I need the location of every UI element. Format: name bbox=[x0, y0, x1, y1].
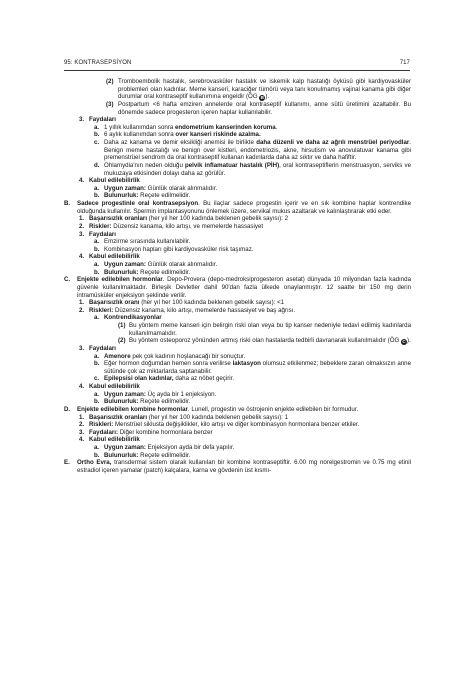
list-item: 1. Başarısızlık oranları (her yıl her 100 kadında beklenen gebelik sayısı): 1 bbox=[79, 413, 289, 421]
evidence-grade-badge: C bbox=[402, 338, 406, 344]
list-item: b. Kombinasyon hapları gibi kardiyovasküler risk taşımaz. bbox=[94, 245, 254, 253]
list-item: (3) Postpartum <6 hafta emziren annelerde oral kontraseptif kullanımı, anne sütü üretimini azaltabilir. Bu dönemde sadece progesteron içeren haplar kullanılabilir. bbox=[106, 100, 411, 116]
list-item: 4. Kabul edilebilirlik bbox=[79, 177, 140, 185]
section-heading: E. Ortho Evra, transdermal sistem olarak kullanılan bir kombine kontraseptiftir. 6.00 mg norelgestromin ve 0.75 mg etinil estradiol içeren yamalar (patch) kalçalara, karna ve gövdenin üst kısmı- bbox=[64, 459, 411, 474]
chapter-title: 95: KONTRASEPSİYON bbox=[64, 60, 132, 66]
page-header bbox=[64, 60, 410, 66]
list-item: a. Uygun zaman: Günlük olarak alınmalıdır. bbox=[94, 184, 218, 192]
list-item: b. Bulunurluk: Reçete edilmelidir. bbox=[94, 192, 191, 200]
list-item: c. Epilepsisi olan kadınlar, daha az nöbet geçirir. bbox=[94, 375, 235, 383]
list-item: (1) Bu yöntem meme kanseri için belirgin riski olan veya bu tip kanser nedeniyle tedavi edilmiş kadınlarda kullanılmamalıdır. bbox=[118, 322, 411, 337]
page-number: 717 bbox=[399, 60, 410, 66]
evidence-grade-badge: B bbox=[260, 94, 264, 100]
header-rule bbox=[64, 70, 410, 71]
list-item: 3. Faydaları bbox=[79, 230, 116, 238]
section-heading: D. Enjekte edilebilen kombine hormonlar. Lunell, progestin ve östrojenin enjekte edilebilen bir formudur. bbox=[64, 405, 359, 413]
list-item: (2) Tromboembolik hastalık, serebrovasküler hastalık ve iskemik kalp hastalığı öyküsü gibi kardiyovasküler problemleri olan kadınlar. Meme kanseri, karaciğer tümörü veya tanı konulmamış vajinal kanama gibi diğer durumlar oral kontraseptif kullanımına engeldir (ÖG B). bbox=[106, 78, 411, 101]
list-item: 3. Faydaları: Diğer kombine hormonlara benzer bbox=[79, 428, 213, 436]
section-heading: B. Sadece progestinle oral kontrasepsiyon. Bu ilaçlar sadece progestin içerir ve en sık kombine haplar kontrendike olduğunda kullanılır. Spermin implantasyonunu önlemek üzere, servikal mukus azaltarak ve kalınlaştırarak etki eder. bbox=[64, 200, 411, 215]
list-item: 2. Riskleri: Menstrüel siklusta değişiklikler, kilo artışı ve diğer kombinasyon hormonlara benzer etkiler. bbox=[79, 421, 360, 429]
section-heading: C. Enjekte edilebilen hormonlar. Depo-Provera (depo-medroksiprogesteron asetat) dünyada 10 milyondan fazla kadında güvenle kullanılmaktadır. Birleşik Devletler dahil 90'dan fazla ülkede onaylanmıştır. 12 saatte bir 150 mg derin intramüsküler enjeksiyon şeklinde verilir. bbox=[64, 276, 411, 299]
list-item: 1. Başarısızlık oranları (her yıl her 100 kadında beklenen gebelik sayısı): 2 bbox=[79, 215, 289, 223]
list-item: b. 6 aylık kullanımdan sonra over kanseri riskinde azalma. bbox=[94, 131, 261, 139]
list-item: c. Daha az kanama ve demir eksikliği anemisi ile birlikte daha düzenli ve daha az ağrılı menstrüel periyodlar. Benign meme hastalığı ve benign over kistleri, endometriozis, akne, hirsutism ve anovulatuvar kanama gibi premenstrüel sendrom da oral kontraseptif kullanan kadınlarda daha az sıktır ve daha hafiftir. bbox=[94, 139, 411, 162]
list-item: a. Kontrendikasyonlar bbox=[94, 314, 162, 322]
list-item: a. Uygun zaman: Üç ayda bir 1 enjeksiyon. bbox=[94, 390, 217, 398]
list-item: b. Eğer hormon doğumdan hemen sonra verilirse laktasyon olumsuz etkilenmez; bebeklere zararı olmaksızın anne sütünde çok az miktarlarda saptanabilir. bbox=[94, 360, 411, 375]
list-item: a. Uygun zaman: Günlük olarak alınmalıdır. bbox=[94, 261, 218, 268]
list-item: b. Bulunurluk: Reçete edilmelidir. bbox=[94, 268, 191, 276]
list-item: a. Uygun zaman: Enjeksiyon ayda bir defa yapılır. bbox=[94, 444, 235, 451]
list-item: (2) Bu yöntem osteoporoz yönünden artmış riski olan hastalarda tedbirli davranarak kullanılmalıdır (ÖG C). bbox=[118, 337, 411, 345]
list-item: 3. Faydaları bbox=[79, 344, 116, 352]
list-item: a. Amenore pek çok kadının hoşlanacağı bir sonuçtur. bbox=[94, 352, 246, 360]
list-item: 3. Faydaları bbox=[79, 116, 116, 124]
document-body bbox=[64, 78, 411, 475]
list-item: 2. Riskleri: Düzensiz kanama, kilo artışı, memelerde hassasiyet ve baş ağrısı. bbox=[79, 306, 296, 314]
list-item: 4. Kabul edilebilirlik bbox=[79, 253, 140, 261]
list-item: 1. Başarısızlık oranı (her yıl her 100 kadında beklenen gebelik sayısı): <1 bbox=[79, 299, 285, 307]
list-item: 4. Kabul edilebilirlik bbox=[79, 436, 140, 444]
list-item: 4. Kabul edilebilirlik bbox=[79, 383, 140, 390]
list-item: d. Ohlamydia'nın neden olduğu pelvik inflamatuar hastalık (PİH), oral kontraseptiflerin menstruasyon, serviks ve mukuzaya etkisinden dolayı daha az görülür. bbox=[94, 161, 411, 177]
list-item: a. Emzirme sırasında kullanılabilir. bbox=[94, 238, 191, 246]
list-item: a. 1 yıllık kullanımdan sonra endometrium kanserinden koruma. bbox=[94, 123, 278, 131]
list-item: b. Bulunurluk: Reçete edilmelidir. bbox=[94, 451, 191, 459]
list-item: 2. Riskler: Düzensiz kanama, kilo artışı, ve memelerde hassasiyet bbox=[79, 222, 264, 230]
list-item: b. Bulunurluk: Reçete edilmelidir. bbox=[94, 398, 191, 406]
